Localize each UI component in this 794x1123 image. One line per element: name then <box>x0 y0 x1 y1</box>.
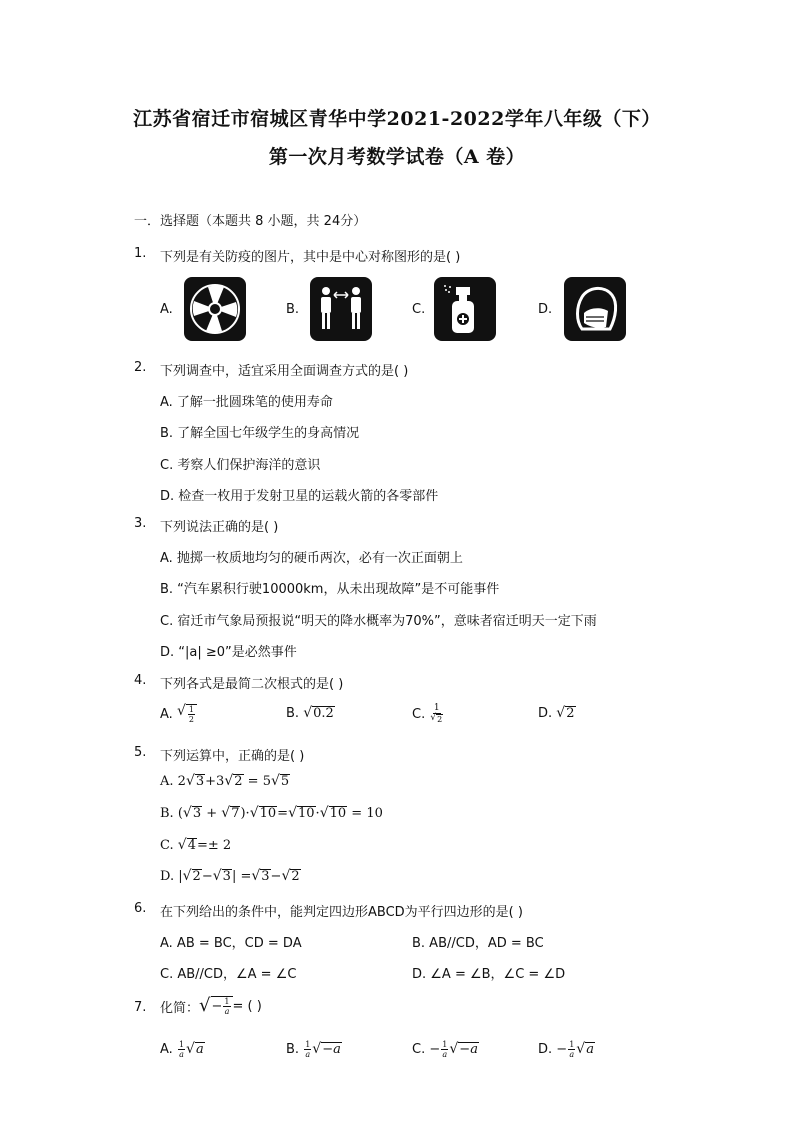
q5-d-bar-eq: | = <box>231 869 252 884</box>
q7-d-num: 1 <box>569 1040 575 1049</box>
q7-option-a: A. $\frac{1}{a}$ √ a <box>160 1040 204 1059</box>
q2-text: 下列调查中，适宜采用全面调查方式的是( ) <box>160 364 409 379</box>
q3-option-a: A. 抛掷一枚质地均匀的硬币两次，必有一次正面朝上 <box>160 551 463 566</box>
q4-text: 下列各式是最简二次根式的是( ) <box>160 677 344 692</box>
q6-option-a: A. AB = BC，CD = DA <box>160 936 302 951</box>
q5-b-plus: + <box>202 806 222 821</box>
q5-option-c: C. √ 4 =± 2 <box>160 837 232 853</box>
q5-b-rad-3: 10 <box>259 806 277 821</box>
q7-text: 化简： √ − $\frac{1}{a}$ = ( ) <box>160 995 262 1016</box>
q5-b-rad-1: 3 <box>192 806 202 821</box>
q7-number: 7. <box>134 1000 147 1015</box>
q7-c-rad-neg: − <box>459 1042 471 1057</box>
q4-a-numerator: 1 <box>188 705 194 714</box>
q7-label-a: A. <box>160 1042 173 1057</box>
q4-number: 4. <box>134 673 147 688</box>
q5-b-rad-2: 7 <box>231 806 240 821</box>
q5-label-b: B. <box>160 806 174 821</box>
q1-label-c: C. <box>412 302 426 317</box>
q4-c-radicand: 2 <box>437 715 443 724</box>
q7-option-b: B. $\frac{1}{a}$ √ −a <box>286 1040 341 1059</box>
q5-option-d: D. | √ 2 − √ 3 | = √ 3 − √ 2 <box>160 868 300 884</box>
fan-icon <box>184 277 246 341</box>
q5-d-minus-1: − <box>201 869 213 884</box>
q7-a-rad: a <box>195 1042 204 1057</box>
q5-a-coef-1: 2 <box>177 774 186 789</box>
q7-b-rad: a <box>333 1042 341 1057</box>
q5-label-a: A. <box>160 774 174 789</box>
q1-label-d: D. <box>538 302 553 317</box>
q7-d-den: a <box>569 1050 575 1059</box>
q7-a-num: 1 <box>178 1040 185 1049</box>
q5-text: 下列运算中，正确的是( ) <box>160 749 305 764</box>
q2-option-d: D. 检查一枚用于发射卫星的运载火箭的各零部件 <box>160 489 439 504</box>
q2-option-a: A. 了解一批圆珠笔的使用寿命 <box>160 395 333 410</box>
q7-den: a <box>224 1007 230 1016</box>
section-heading: 一．选择题（本题共 8 小题，共 24分） <box>134 214 367 229</box>
q7-b-neg: − <box>322 1042 334 1057</box>
q7-text-post: = ( ) <box>232 999 262 1014</box>
q4-option-a <box>160 704 197 724</box>
q4-a-sqrt: √ $\frac{1}{2}$ <box>177 704 197 724</box>
q1-label-a: A. <box>160 302 173 317</box>
q5-a-coef-2: +3 <box>205 774 225 789</box>
q6-text: 在下列给出的条件中，能判定四边形ABCD为平行四边形的是( ) <box>160 905 523 920</box>
q6-option-d: D. ∠A = ∠B，∠C = ∠D <box>412 967 566 982</box>
q1-label-b: B. <box>286 302 300 317</box>
q4-label-c: C. <box>412 706 426 722</box>
q5-label-c: C. <box>160 838 174 853</box>
q7-c-neg: − <box>429 1042 441 1057</box>
q5-b-dot-2: · <box>315 806 320 821</box>
q4-c-numerator: 1 <box>433 703 440 713</box>
q7-label-b: B. <box>286 1042 300 1057</box>
q7-d-rad: a <box>586 1042 594 1057</box>
q5-label-d: D. <box>160 869 175 884</box>
q7-option-d: D. − $\frac{1}{a}$ √ a <box>538 1040 594 1059</box>
q7-b-num: 1 <box>305 1040 311 1049</box>
q7-label-d: D. <box>538 1042 553 1057</box>
q5-b-rad-4: 10 <box>298 806 315 821</box>
q7-label-c: C. <box>412 1042 426 1057</box>
q5-b-rad-5: 10 <box>329 806 347 821</box>
q7-neg: − <box>211 999 223 1014</box>
q5-d-rad-2: 3 <box>222 869 231 884</box>
q7-c-rad: a <box>470 1042 478 1057</box>
q7-c-den: a <box>442 1050 448 1059</box>
q3-option-d: D. “|a| ≥0”是必然事件 <box>160 645 297 660</box>
q3-option-c: C. 宿迁市气象局预报说“明天的降水概率为70%”，意味者宿迁明天一定下雨 <box>160 614 597 629</box>
q4-option-c: C. 1 √ 2 <box>412 703 443 724</box>
q5-d-rad-3: 3 <box>261 869 270 884</box>
q4-d-radicand: 2 <box>566 706 575 721</box>
title-line-1: 江苏省宿迁市宿城区青华中学2021-2022学年八年级（下） <box>133 108 661 130</box>
q5-d-rad-1: 2 <box>192 869 201 884</box>
q1-text: 下列是有关防疫的图片，其中是中心对称图形的是( ) <box>160 250 461 265</box>
q5-a-eq: = 5 <box>247 774 271 789</box>
q5-d-minus-2: − <box>270 869 282 884</box>
q5-a-rad-1: 3 <box>195 774 205 789</box>
q6-number: 6. <box>134 901 147 916</box>
title-line-2: 第一次月考数学试卷（A 卷） <box>268 146 526 168</box>
q5-b-eq: = <box>277 806 289 821</box>
q5-a-rad-2: 2 <box>234 774 243 789</box>
q2-option-c: C. 考察人们保护海洋的意识 <box>160 458 321 473</box>
q3-number: 3. <box>134 516 147 531</box>
q5-number: 5. <box>134 745 147 760</box>
q4-d-sqrt: √ 2 <box>556 705 575 721</box>
q5-c-result: =± 2 <box>196 838 232 853</box>
q4-option-b <box>286 706 335 721</box>
q5-c-rad: 4 <box>187 838 196 853</box>
sanitizer-spray-icon <box>434 277 496 341</box>
q5-d-rad-4: 2 <box>291 869 300 884</box>
q5-d-bar-1: | <box>178 869 183 884</box>
q5-b-paren: ( <box>177 806 183 821</box>
q5-option-a: A. 2 √ 3 +3 √ 2 = 5 √ 5 <box>160 773 290 789</box>
q7-a-den: a <box>179 1050 184 1059</box>
q5-a-rad-3: 5 <box>280 774 290 789</box>
q4-b-radicand: 0.2 <box>313 706 334 721</box>
q7-num: 1 <box>224 997 230 1006</box>
q7-c-num: 1 <box>442 1040 448 1049</box>
q6-option-b: B. AB//CD，AD = BC <box>412 936 544 951</box>
q3-option-b: B. “汽车累积行驶10000km，从未出现故障”是不可能事件 <box>160 582 500 597</box>
q4-b-sqrt: √ 0.2 <box>303 705 334 721</box>
q7-b-den: a <box>305 1050 311 1059</box>
q4-label-a: A. <box>160 706 173 722</box>
social-distance-icon <box>310 277 372 341</box>
q2-number: 2. <box>134 360 147 375</box>
q4-label-d: D. <box>538 706 553 721</box>
q5-option-b: B. ( √ 3 + √ 7 )· √ 10 = √ 10 · √ 10 = 10 <box>160 805 383 821</box>
q5-b-result: = 10 <box>351 806 383 821</box>
mask-head-icon <box>564 277 626 341</box>
q4-a-denominator: 2 <box>188 715 194 724</box>
q7-option-c: C. − $\frac{1}{a}$ √ −a <box>412 1040 478 1059</box>
q2-option-b: B. 了解全国七年级学生的身高情况 <box>160 426 360 441</box>
q3-text: 下列说法正确的是( ) <box>160 520 279 535</box>
q4-label-b: B. <box>286 706 300 721</box>
q7-d-neg: − <box>556 1042 568 1057</box>
q1-number: 1. <box>134 246 147 261</box>
q7-text-pre: 化简： <box>160 1001 200 1016</box>
q4-option-d <box>538 706 576 721</box>
q5-b-dot: )· <box>240 806 250 821</box>
q6-option-c: C. AB//CD，∠A = ∠C <box>160 967 297 982</box>
